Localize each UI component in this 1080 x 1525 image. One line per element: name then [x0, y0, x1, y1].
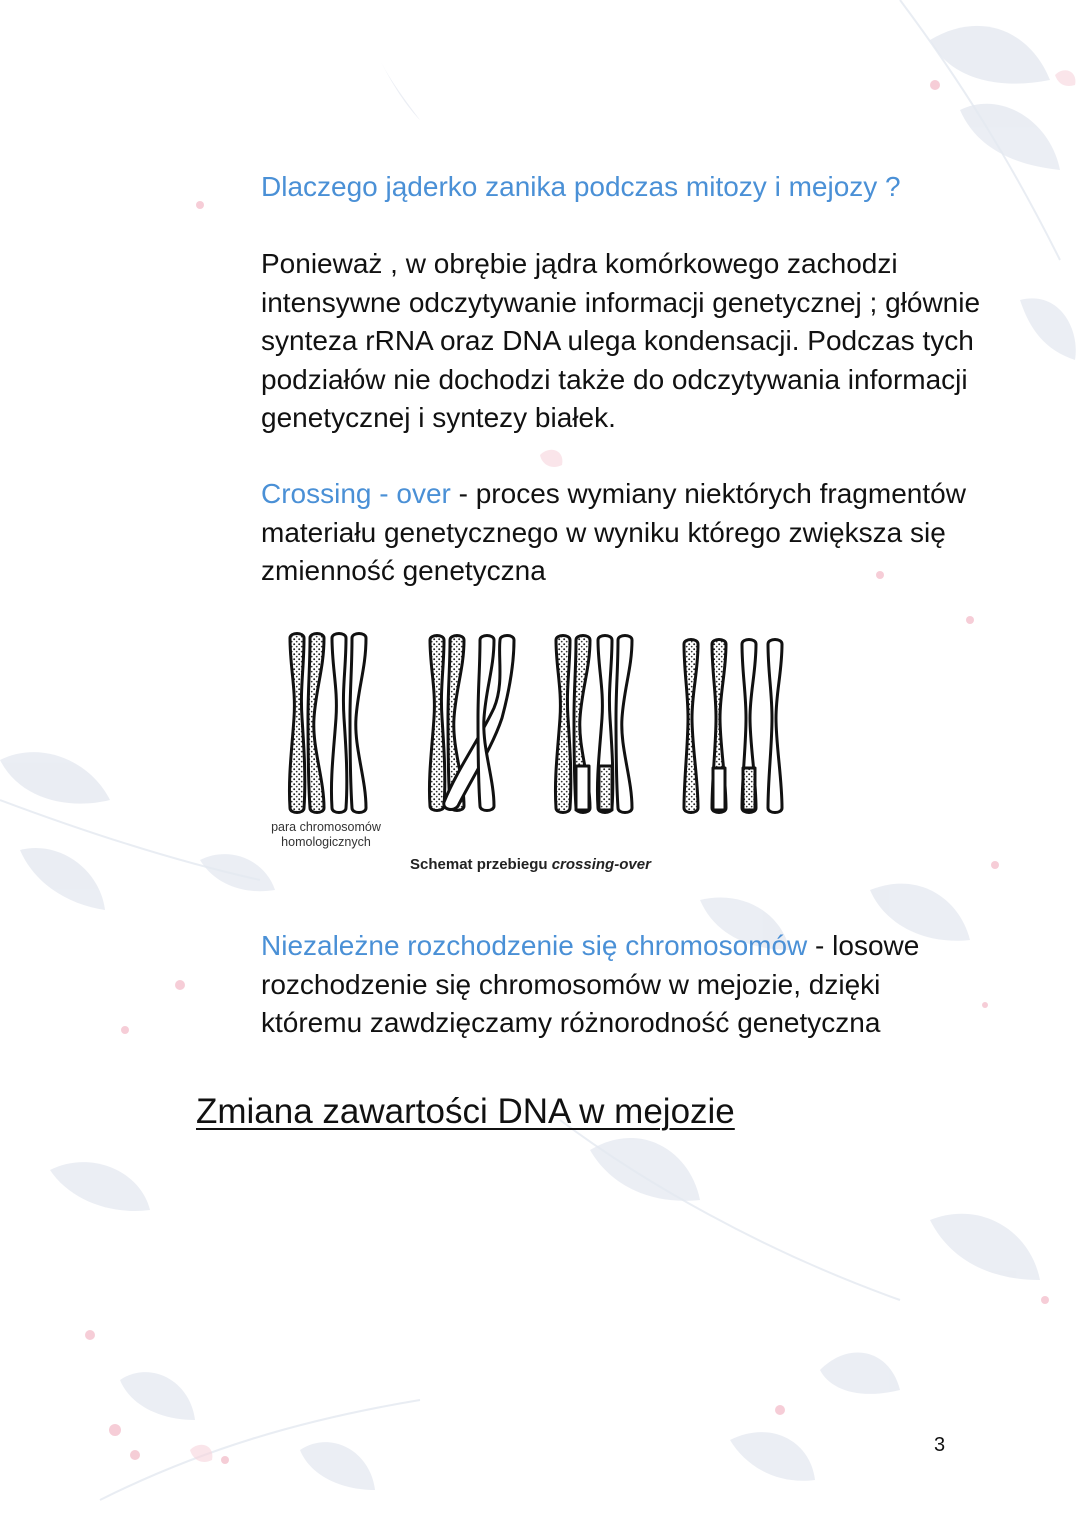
- independent-assortment-definition-text: - losowe rozchodzenie się chromosomów w mejozie, dzięki któremu zawdzięczamy różnorodność genetyczna: [261, 930, 920, 1038]
- chromosome-1a-chromatid-left: [289, 634, 304, 813]
- chromosome-3b-chromatid-right: [616, 636, 632, 813]
- independent-assortment-definition: [261, 927, 981, 1043]
- chromosome-1a-chromatid-right: [308, 634, 324, 813]
- crossing-over-definition: [261, 475, 981, 591]
- crossing-over-definition-text: - proces wymiany niektórych fragmentów materiału genetycznego w wyniku którego zwiększa się zmienność genetyczna: [261, 478, 966, 586]
- chromatid-4-1: [684, 640, 698, 813]
- section-heading: Zmiana zawartości DNA w mejozie: [196, 1092, 735, 1131]
- chromosome-pair-1: [289, 634, 366, 813]
- chromosome-pair-2: [429, 636, 514, 811]
- crossing-over-term: Crossing - over: [261, 478, 451, 509]
- exchanged-segment-white: [576, 766, 589, 810]
- figure-caption: [410, 856, 651, 873]
- chromosome-illustration: [258, 628, 818, 818]
- figure-caption-italic: crossing-over: [551, 856, 651, 873]
- chromosome-1b-chromatid-right: [350, 634, 366, 813]
- chromosome-1b-chromatid-left: [331, 634, 346, 813]
- question-title: Dlaczego jąderko zanika podczas mitozy i mejozy ?: [261, 171, 901, 202]
- figure-caption-prefix: Schemat przebiegu: [410, 856, 552, 873]
- chromosome-pair-4: [684, 640, 782, 813]
- chromosome-3a-chromatid-left: [555, 636, 570, 813]
- pair-label: para chromosomów homologicznych: [271, 820, 381, 849]
- chromatid-4-3-dotted-segment: [743, 768, 755, 810]
- crossing-over-diagram: [258, 628, 818, 878]
- independent-assortment-term: Niezależne rozchodzenie się chromosomów: [261, 930, 808, 961]
- page-number: 3: [934, 1434, 946, 1456]
- chromatid-4-4: [768, 640, 782, 813]
- chromosome-2a-chromatid-left: [429, 636, 444, 811]
- exchanged-segment-dotted: [599, 766, 612, 810]
- chromatid-4-2-white-segment: [713, 768, 725, 810]
- chromosome-pair-3: [555, 636, 632, 813]
- answer-paragraph: Ponieważ , w obrębie jądra komórkowego zachodzi intensywne odczytywanie informacji genetycznej ; głównie synteza rRNA oraz DNA ulega kondensacji. Podczas tych podziałów nie dochodzi także do odczytywania informacji genetycznej i syntezy białek.: [261, 248, 981, 433]
